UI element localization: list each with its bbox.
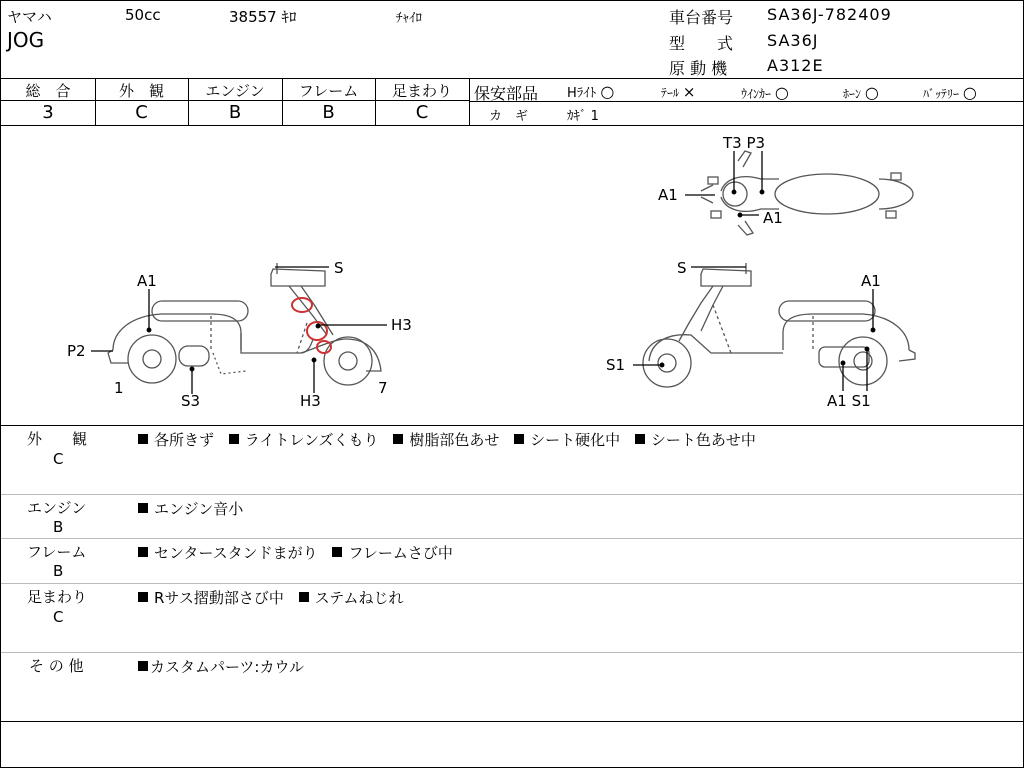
engine-label: 原 動 機 xyxy=(669,59,728,78)
safety-item-label: ﾃｰﾙ xyxy=(661,86,680,100)
left-label-s: S xyxy=(334,259,344,277)
left-label-p2: P2 xyxy=(67,342,86,360)
type-label: 型 式 xyxy=(669,34,734,53)
grade-value-exterior: C xyxy=(135,102,148,123)
top-label-a1-left: A1 xyxy=(658,186,678,204)
left-label-a1: A1 xyxy=(137,272,157,290)
safety-item-battery xyxy=(923,83,977,102)
note-item: カスタムパーツ:カウル xyxy=(150,658,305,676)
model-name: JOG xyxy=(7,28,45,52)
key-value: ｶｷﾞ 1 xyxy=(567,109,599,124)
divider xyxy=(469,78,470,125)
note-item: ライトレンズくもり xyxy=(244,431,379,449)
safety-item-mark: ○ xyxy=(864,83,879,102)
note-item: フレームさび中 xyxy=(348,544,453,562)
divider xyxy=(1,78,1023,79)
note-category-other: そ の 他 xyxy=(29,657,84,675)
divider xyxy=(1,583,1023,584)
mileage: 38557 ｷﾛ xyxy=(229,8,297,26)
note-item: ステムねじれ xyxy=(314,589,404,607)
grade-value-engine: B xyxy=(228,102,242,123)
right-label-a1s1: A1 S1 xyxy=(827,392,871,410)
top-label-a1-right: A1 xyxy=(763,209,783,227)
note-items-other xyxy=(138,656,304,677)
safety-item-label: ﾊﾞｯﾃﾘｰ xyxy=(923,87,960,101)
left-label-1: 1 xyxy=(114,379,124,397)
right-label-s1: S1 xyxy=(606,356,626,374)
safety-item-label: ﾎｰﾝ xyxy=(843,87,862,101)
grade-label-overall: 総 合 xyxy=(25,82,71,100)
note-items-engine xyxy=(138,498,243,519)
grade-label-suspension: 足まわり xyxy=(391,82,452,100)
damage-diagram xyxy=(1,126,1023,425)
safety-item-label: ｳｲﾝｶｰ xyxy=(741,87,772,101)
right-label-s: S xyxy=(677,259,687,277)
safety-item-mark: ○ xyxy=(962,83,977,102)
note-item: 各所きず xyxy=(154,431,215,449)
top-callouts xyxy=(685,151,764,217)
divider xyxy=(1,721,1023,722)
type-value: SA36J xyxy=(767,31,819,50)
note-items-frame xyxy=(138,542,453,563)
divider xyxy=(1,494,1023,495)
safety-item-label: Hﾗｲﾄ xyxy=(567,86,597,101)
grade-label-engine: エンジン xyxy=(205,82,265,100)
grade-label-exterior: 外 観 xyxy=(118,82,164,100)
note-grade-frame: B xyxy=(53,562,64,580)
left-callouts xyxy=(91,267,387,394)
maker-name: ヤマハ xyxy=(7,8,52,26)
safety-item-headlight xyxy=(567,82,614,101)
safety-item-tail xyxy=(661,83,695,101)
safety-item-winker xyxy=(741,83,789,102)
top-label-t3p3: T3 P3 xyxy=(723,134,766,152)
divider xyxy=(1,652,1023,653)
note-items-suspension xyxy=(138,587,404,608)
note-item: シート硬化中 xyxy=(530,431,621,449)
grade-value-frame: B xyxy=(322,102,335,123)
color: ﾁｬｲﾛ xyxy=(396,11,422,26)
note-category-frame: フレーム xyxy=(27,543,87,561)
left-label-h3-bottom: H3 xyxy=(300,392,321,410)
safety-item-mark: × xyxy=(682,83,696,101)
grade-value-overall: 3 xyxy=(42,102,54,123)
divider xyxy=(1,538,1023,539)
left-label-s3: S3 xyxy=(181,392,201,410)
displacement: 50cc xyxy=(125,6,161,24)
right-callouts xyxy=(633,267,875,391)
safety-item-mark: ○ xyxy=(600,82,615,101)
safety-item-mark: ○ xyxy=(774,83,789,102)
chassis-label: 車台番号 xyxy=(669,8,734,27)
grade-value-suspension: C xyxy=(415,102,429,123)
left-label-h3-top: H3 xyxy=(391,316,412,334)
chassis-value: SA36J-782409 xyxy=(767,5,892,24)
grade-label-frame: フレーム xyxy=(298,82,359,100)
note-item: シート色あせ中 xyxy=(650,431,756,449)
note-item: 樹脂部色あせ xyxy=(409,431,500,449)
engine-value: A312E xyxy=(767,56,824,75)
note-grade-exterior: C xyxy=(53,450,64,468)
note-category-exterior: 外 観 xyxy=(27,430,88,448)
note-items-exterior xyxy=(138,429,756,450)
note-grade-suspension: C xyxy=(53,608,64,626)
note-grade-engine: B xyxy=(53,518,64,536)
key-label: カ ギ xyxy=(489,109,529,124)
note-category-engine: エンジン xyxy=(27,499,87,517)
safety-item-horn xyxy=(843,83,879,102)
left-label-7: 7 xyxy=(378,379,388,397)
note-item: センタースタンドまがり xyxy=(154,544,318,562)
note-category-suspension: 足まわり xyxy=(27,588,88,606)
note-item: エンジン音小 xyxy=(154,500,244,518)
note-item: Rサス摺動部さび中 xyxy=(154,589,284,607)
divider xyxy=(1,425,1023,426)
right-label-a1: A1 xyxy=(861,272,881,290)
safety-title: 保安部品 xyxy=(474,84,539,103)
